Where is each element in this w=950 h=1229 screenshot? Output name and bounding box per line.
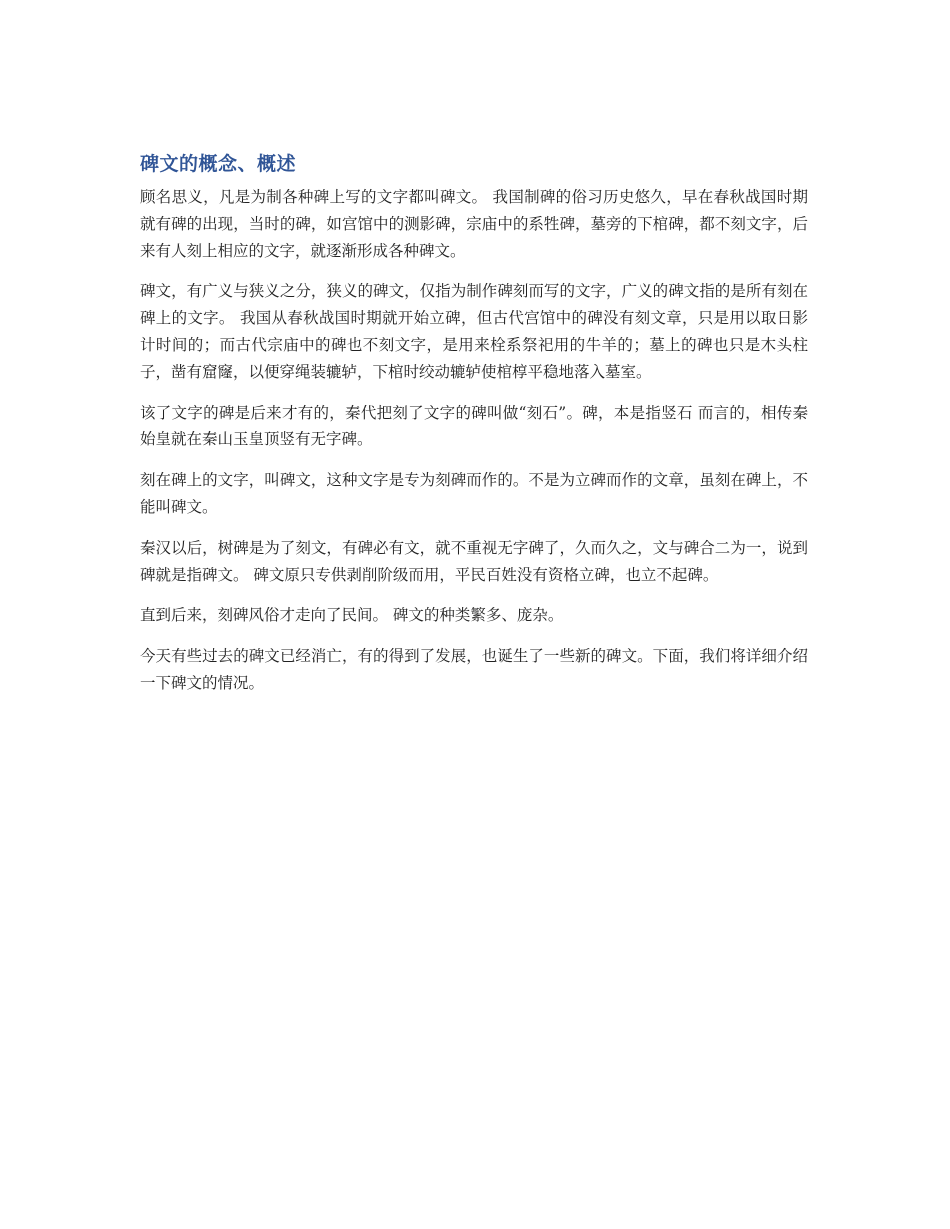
- document-page: [140, 150, 808, 711]
- paragraph: 刻在碑上的文字，叫碑文，这种文字是专为刻碑而作的。不是为立碑而作的文章，虽刻在碑上，不能叫碑文。: [140, 471, 808, 516]
- paragraph: 碑文，有广义与狭义之分，狭义的碑文，仅指为制作碑刻而写的文字，广义的碑文指的是所有刻在碑上的文字。 我国从春秋战国时期就开始立碑，但古代宫馆中的碑没有刻文章，只是用以取日影计时间的；而古代宗庙中的碑也不刻文字，是用来栓系祭祀用的牛羊的；墓上的碑也只是木头柱子，凿有窟窿，以便穿绳装辘轳，下棺时绞动辘轳使棺椁平稳地落入墓室。: [140, 282, 808, 381]
- paragraph: 今天有些过去的碑文已经消亡，有的得到了发展，也诞生了一些新的碑文。下面，我们将详细介绍一下碑文的情况。: [140, 647, 808, 692]
- paragraph: 顾名思义，凡是为制各种碑上写的文字都叫碑文。 我国制碑的俗习历史悠久，早在春秋战国时期就有碑的出现，当时的碑，如宫馆中的测影碑，宗庙中的系牲碑，墓旁的下棺碑，都不刻文字，后来有人刻上相应的文字，就逐渐形成各种碑文。: [140, 188, 808, 260]
- paragraph: 秦汉以后，树碑是为了刻文，有碑必有文，就不重视无字碑了，久而久之，文与碑合二为一，说到碑就是指碑文。 碑文原只专供剥削阶级而用，平民百姓没有资格立碑，也立不起碑。: [140, 538, 808, 584]
- paragraph: 该了文字的碑是后来才有的，秦代把刻了文字的碑叫做“刻石”。碑，本是指竖石 而言的，相传秦始皇就在秦山玉皇顶竖有无字碑。: [140, 403, 808, 449]
- paragraph: 直到后来，刻碑风俗才走向了民间。 碑文的种类繁多、庞杂。: [140, 606, 564, 625]
- document-title: 碑文的概念、概述: [140, 153, 297, 175]
